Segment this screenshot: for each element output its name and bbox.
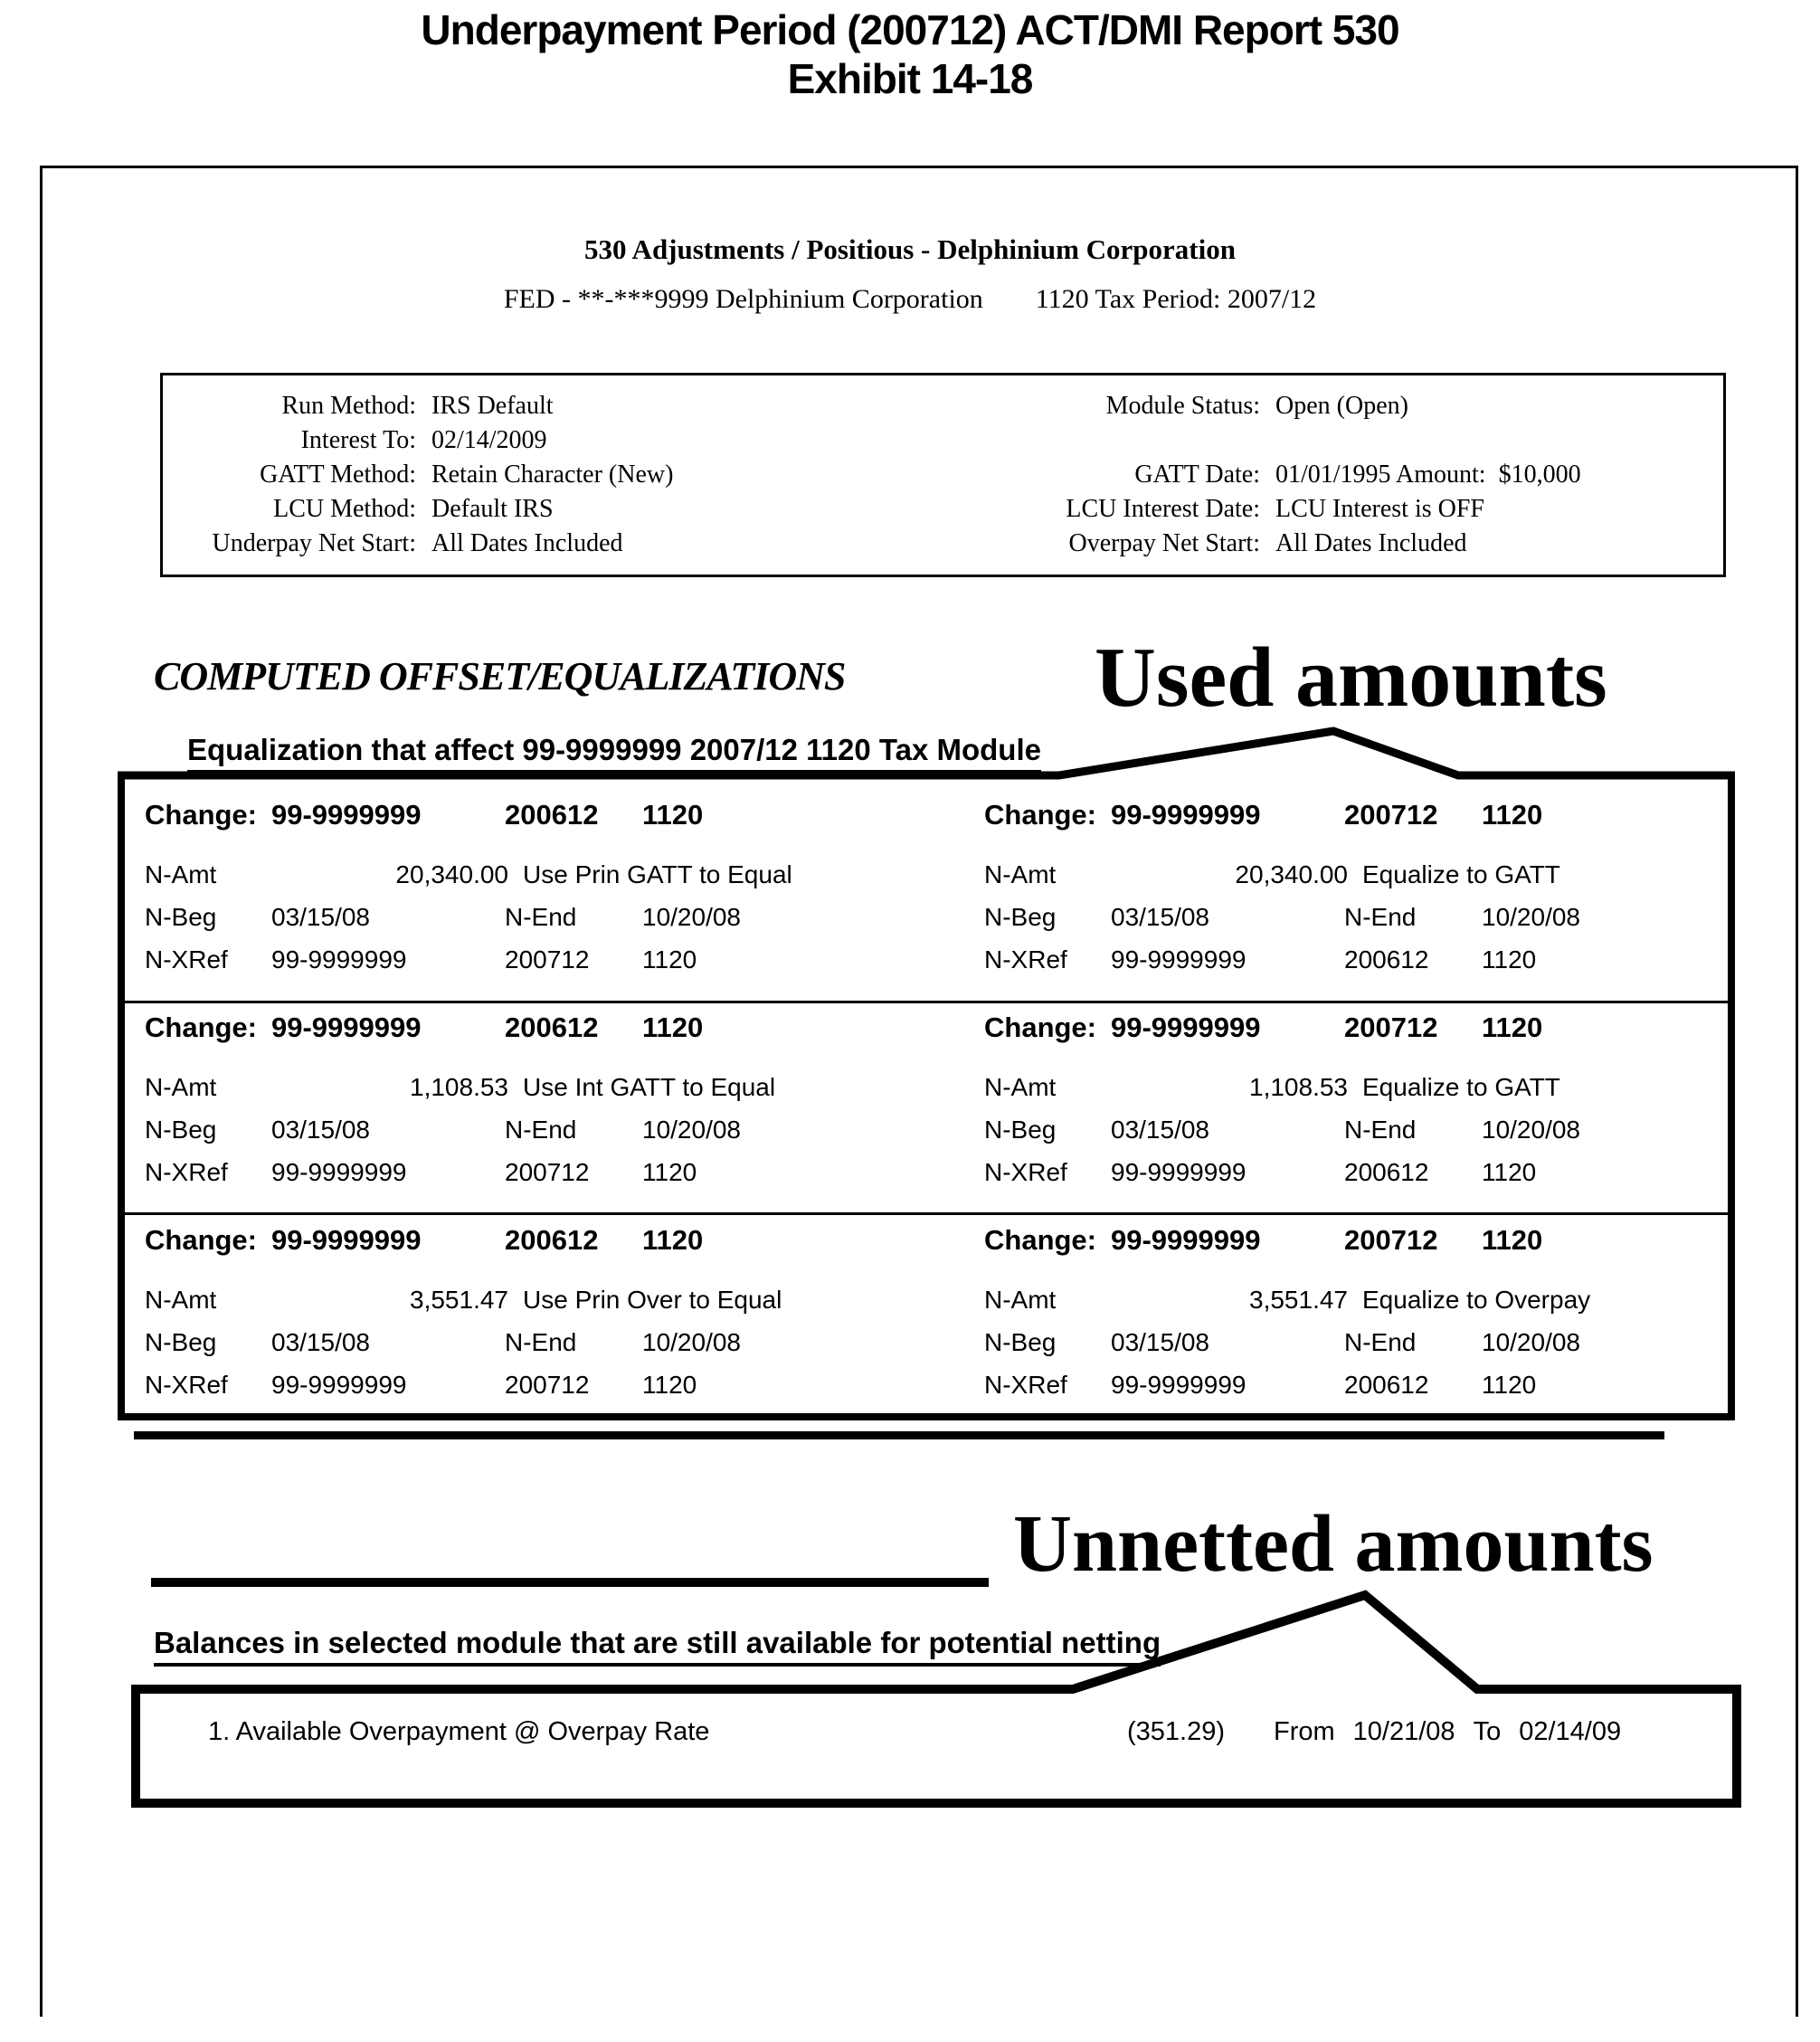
n-xref-line xyxy=(984,1371,1753,1413)
settings-row xyxy=(914,461,1581,495)
tax-period-text: 1120 Tax Period: 2007/12 xyxy=(1035,284,1317,314)
n-end-value: 10/20/08 xyxy=(642,1328,741,1356)
setting-label: LCU Interest Date: xyxy=(1066,495,1260,523)
setting-label: GATT Method: xyxy=(260,461,416,489)
to-date: 02/14/09 xyxy=(1519,1717,1622,1746)
setting-label: GATT Date: xyxy=(1134,461,1260,489)
equalization-row-separator xyxy=(125,1212,1728,1215)
n-xref-mft: 1120 xyxy=(1482,945,1537,974)
change-header xyxy=(984,799,1753,860)
from-label: From xyxy=(1274,1717,1335,1746)
balance-date-range xyxy=(1274,1717,1639,1747)
change-label: Change: xyxy=(984,1012,1096,1043)
n-beg-label: N-Beg xyxy=(984,1116,1057,1144)
change-label: Change: xyxy=(145,1224,257,1256)
change-label: Change: xyxy=(984,1224,1096,1256)
change-mft: 1120 xyxy=(1482,1012,1543,1043)
setting-value: 01/01/1995 Amount: $10,000 xyxy=(1275,461,1581,489)
n-xref-line xyxy=(145,945,914,988)
n-beg-line xyxy=(145,903,914,945)
change-label: Change: xyxy=(145,1012,257,1043)
change-period: 200612 xyxy=(505,799,599,831)
change-tin: 99-9999999 xyxy=(271,1012,422,1043)
n-xref-tin: 99-9999999 xyxy=(271,945,407,974)
setting-label: Overpay Net Start: xyxy=(1068,529,1260,557)
n-end-value: 10/20/08 xyxy=(1482,1116,1580,1144)
n-amt-desc: Use Int GATT to Equal xyxy=(523,1073,776,1101)
n-amt-value: 3,551.47 xyxy=(1249,1286,1348,1314)
setting-label: Interest To: xyxy=(300,426,416,454)
n-xref-period: 200612 xyxy=(1344,1371,1429,1399)
setting-label: Run Method: xyxy=(281,392,416,420)
fed-entity-text: FED - **-***9999 Delphinium Corporation xyxy=(503,284,983,314)
change-header xyxy=(145,799,914,860)
settings-left-column xyxy=(163,392,673,564)
n-beg-label: N-Beg xyxy=(984,903,1057,931)
change-period: 200712 xyxy=(1344,799,1438,831)
change-period: 200612 xyxy=(505,1012,599,1043)
settings-row xyxy=(914,392,1581,426)
n-amt-label: N-Amt xyxy=(984,860,1057,888)
n-xref-tin: 99-9999999 xyxy=(271,1371,407,1399)
n-amt-line xyxy=(145,1073,914,1116)
n-beg-value: 03/15/08 xyxy=(271,1116,370,1144)
settings-row xyxy=(914,495,1581,529)
change-mft: 1120 xyxy=(1482,799,1543,831)
n-xref-mft: 1120 xyxy=(642,1158,697,1186)
n-end-value: 10/20/08 xyxy=(1482,1328,1580,1356)
n-xref-period: 200712 xyxy=(505,1371,590,1399)
change-header xyxy=(145,1224,914,1286)
setting-value: LCU Interest is OFF xyxy=(1275,495,1484,523)
page-title-line1: Underpayment Period (200712) ACT/DMI Report 530 xyxy=(421,6,1399,53)
setting-value: All Dates Included xyxy=(1275,529,1467,557)
n-amt-label: N-Amt xyxy=(145,1073,217,1101)
n-xref-mft: 1120 xyxy=(1482,1158,1537,1186)
balance-item: 1. Available Overpayment @ Overpay Rate xyxy=(208,1717,710,1746)
settings-row xyxy=(914,426,1581,461)
n-end-label: N-End xyxy=(505,903,577,931)
unnetted-rule xyxy=(151,1578,989,1587)
change-header xyxy=(984,1224,1753,1286)
page-title-line2: Exhibit 14-18 xyxy=(787,55,1033,102)
n-beg-line xyxy=(984,1116,1753,1158)
balances-box xyxy=(131,1694,1741,1808)
n-xref-label: N-XRef xyxy=(984,945,1067,974)
change-tin: 99-9999999 xyxy=(271,799,422,831)
settings-row xyxy=(163,529,673,564)
n-amt-line xyxy=(145,1286,914,1328)
settings-row xyxy=(163,426,673,461)
settings-row xyxy=(163,495,673,529)
change-period: 200712 xyxy=(1344,1224,1438,1256)
n-beg-label: N-Beg xyxy=(984,1328,1057,1356)
n-beg-line xyxy=(984,903,1753,945)
n-amt-desc: Use Prin GATT to Equal xyxy=(523,860,792,888)
n-beg-value: 03/15/08 xyxy=(1111,1328,1209,1356)
n-xref-tin: 99-9999999 xyxy=(1111,1371,1247,1399)
n-beg-value: 03/15/08 xyxy=(271,1328,370,1356)
computed-offset-heading: COMPUTED OFFSET/EQUALIZATIONS xyxy=(154,654,846,698)
equalization-cell xyxy=(145,1224,914,1413)
n-amt-value: 3,551.47 xyxy=(410,1286,508,1314)
n-beg-line xyxy=(145,1328,914,1371)
balances-heading: Balances in selected module that are still available for potential netting xyxy=(154,1626,1161,1667)
n-xref-line xyxy=(984,945,1753,988)
n-end-label: N-End xyxy=(1344,1328,1417,1356)
n-amt-line xyxy=(984,1286,1753,1328)
change-tin: 99-9999999 xyxy=(1111,1012,1261,1043)
n-xref-line xyxy=(984,1158,1753,1201)
settings-row xyxy=(914,529,1581,564)
n-xref-period: 200612 xyxy=(1344,945,1429,974)
setting-value: Retain Character (New) xyxy=(431,461,674,489)
n-end-label: N-End xyxy=(505,1116,577,1144)
n-beg-value: 03/15/08 xyxy=(271,903,370,931)
n-amt-label: N-Amt xyxy=(145,1286,217,1314)
change-tin: 99-9999999 xyxy=(1111,1224,1261,1256)
n-xref-label: N-XRef xyxy=(145,945,228,974)
balance-amount: (351.29) xyxy=(1127,1717,1226,1746)
change-mft: 1120 xyxy=(642,799,704,831)
settings-right-column xyxy=(914,392,1581,564)
change-label: Change: xyxy=(145,799,257,831)
n-xref-tin: 99-9999999 xyxy=(271,1158,407,1186)
used-amounts-callout: Used amounts xyxy=(1095,631,1607,725)
change-tin: 99-9999999 xyxy=(1111,799,1261,831)
setting-value: IRS Default xyxy=(431,392,554,420)
n-end-value: 10/20/08 xyxy=(1482,903,1580,931)
n-amt-label: N-Amt xyxy=(984,1073,1057,1101)
equalization-cell xyxy=(145,1012,914,1201)
equalization-cell xyxy=(984,1224,1753,1413)
n-amt-desc: Equalize to Overpay xyxy=(1362,1286,1591,1314)
equalization-cell xyxy=(145,799,914,988)
n-end-label: N-End xyxy=(1344,903,1417,931)
n-end-value: 10/20/08 xyxy=(642,903,741,931)
n-xref-label: N-XRef xyxy=(145,1371,228,1399)
n-xref-mft: 1120 xyxy=(642,945,697,974)
change-mft: 1120 xyxy=(642,1224,704,1256)
n-amt-value: 1,108.53 xyxy=(410,1073,508,1101)
unnetted-amounts-pointer xyxy=(131,1589,1741,1699)
equalization-cell xyxy=(984,1012,1753,1201)
change-tin: 99-9999999 xyxy=(271,1224,422,1256)
n-beg-label: N-Beg xyxy=(145,903,217,931)
report-subject-line xyxy=(0,284,1820,315)
n-xref-line xyxy=(145,1371,914,1413)
n-xref-mft: 1120 xyxy=(642,1371,697,1399)
equalization-row-separator xyxy=(125,1001,1728,1003)
n-amt-label: N-Amt xyxy=(145,860,217,888)
change-period: 200712 xyxy=(1344,1012,1438,1043)
setting-value: 02/14/2009 xyxy=(431,426,547,454)
n-beg-line xyxy=(145,1116,914,1158)
settings-row xyxy=(163,392,673,426)
n-amt-line xyxy=(145,860,914,903)
setting-label: LCU Method: xyxy=(273,495,416,523)
n-amt-value: 20,340.00 xyxy=(1235,860,1348,888)
setting-label: Underpay Net Start: xyxy=(212,529,416,557)
n-beg-label: N-Beg xyxy=(145,1328,217,1356)
settings-row xyxy=(163,461,673,495)
n-amt-label: N-Amt xyxy=(984,1286,1057,1314)
n-xref-label: N-XRef xyxy=(145,1158,228,1186)
change-mft: 1120 xyxy=(1482,1224,1543,1256)
n-xref-period: 200712 xyxy=(505,945,590,974)
equalization-cell xyxy=(984,799,1753,988)
from-date: 10/21/08 xyxy=(1352,1717,1455,1746)
n-xref-period: 200612 xyxy=(1344,1158,1429,1186)
n-xref-tin: 99-9999999 xyxy=(1111,1158,1247,1186)
n-amt-desc: Equalize to GATT xyxy=(1362,1073,1560,1101)
setting-value: Open (Open) xyxy=(1275,392,1408,420)
n-xref-tin: 99-9999999 xyxy=(1111,945,1247,974)
report-title: 530 Adjustments / Positious - Delphinium Corporation xyxy=(584,233,1236,265)
unnetted-amounts-callout: Unnetted amounts xyxy=(1013,1499,1654,1589)
setting-value: Default IRS xyxy=(431,495,554,523)
n-amt-desc: Equalize to GATT xyxy=(1362,860,1560,888)
n-beg-line xyxy=(984,1328,1753,1371)
to-label: To xyxy=(1473,1717,1502,1746)
n-amt-desc: Use Prin Over to Equal xyxy=(523,1286,782,1314)
table-bottom-rule xyxy=(134,1431,1664,1439)
setting-label: Module Status: xyxy=(1105,392,1260,420)
change-period: 200612 xyxy=(505,1224,599,1256)
n-xref-label: N-XRef xyxy=(984,1158,1067,1186)
n-amt-line xyxy=(984,860,1753,903)
n-xref-line xyxy=(145,1158,914,1201)
change-label: Change: xyxy=(984,799,1096,831)
n-end-label: N-End xyxy=(505,1328,577,1356)
page-title xyxy=(0,5,1820,103)
n-beg-value: 03/15/08 xyxy=(1111,1116,1209,1144)
n-end-label: N-End xyxy=(1344,1116,1417,1144)
n-xref-label: N-XRef xyxy=(984,1371,1067,1399)
used-amounts-pointer xyxy=(118,722,1735,780)
change-mft: 1120 xyxy=(642,1012,704,1043)
n-xref-mft: 1120 xyxy=(1482,1371,1537,1399)
n-xref-period: 200712 xyxy=(505,1158,590,1186)
n-amt-line xyxy=(984,1073,1753,1116)
n-beg-value: 03/15/08 xyxy=(1111,903,1209,931)
setting-value: All Dates Included xyxy=(431,529,623,557)
n-end-value: 10/20/08 xyxy=(642,1116,741,1144)
n-amt-value: 1,108.53 xyxy=(1249,1073,1348,1101)
n-beg-label: N-Beg xyxy=(145,1116,217,1144)
equalization-heading: Equalization that affect 99-9999999 2007/12 1120 Tax Module xyxy=(187,733,1041,774)
change-header xyxy=(984,1012,1753,1073)
n-amt-value: 20,340.00 xyxy=(395,860,508,888)
change-header xyxy=(145,1012,914,1073)
